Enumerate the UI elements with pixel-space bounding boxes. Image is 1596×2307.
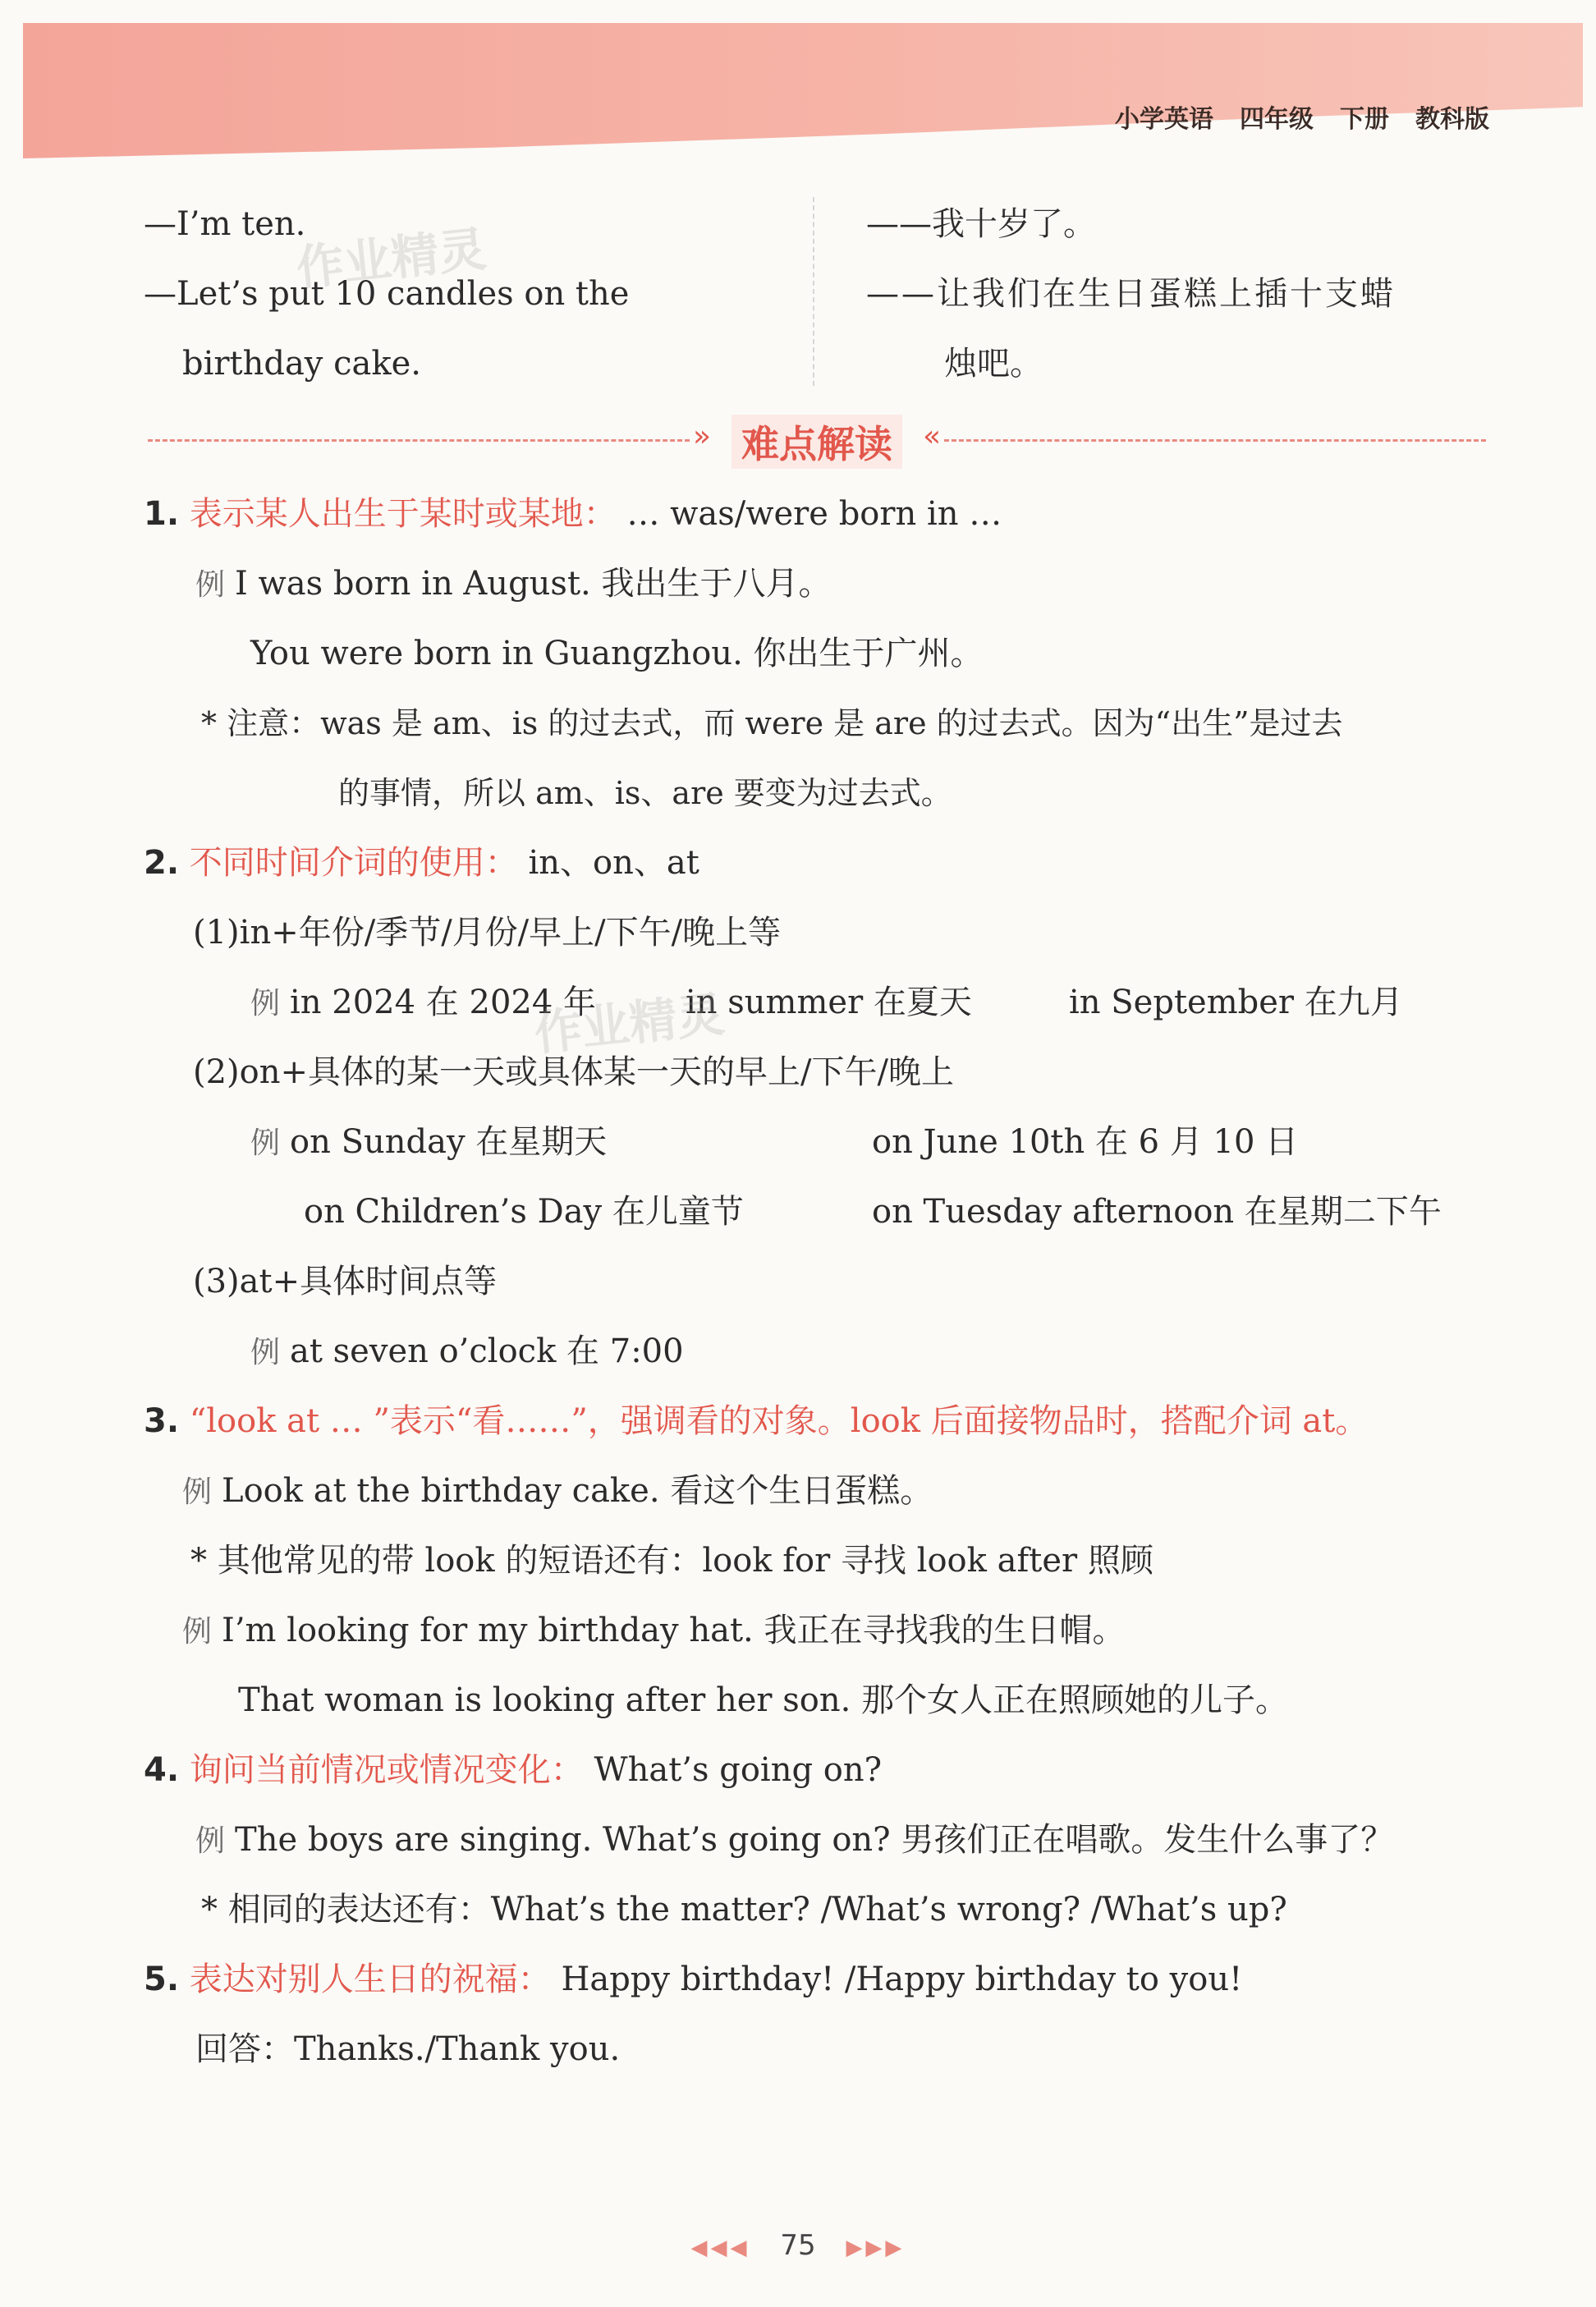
dialogue-divider [813, 197, 814, 386]
point-title: 表达对别人生日的祝福： [189, 1961, 551, 1998]
point-2-sub-2-example-a [250, 1119, 607, 1167]
dash-line-right [944, 439, 1486, 442]
point-2-heading [144, 840, 699, 886]
point-title: 表示某人出生于某时或某地： [189, 495, 617, 533]
point-3-example-2 [182, 1608, 1125, 1655]
double-chevron-right-icon: » [693, 420, 712, 453]
dialogue-en-2: —Let’s put 10 candles on the [144, 275, 630, 313]
section-title: 难点解读 [732, 415, 902, 469]
point-title: 询问当前情况或情况变化： [189, 1751, 584, 1789]
double-chevron-left-icon: « [922, 420, 941, 453]
watermark: 作业精灵 [293, 221, 489, 296]
example-mark: 例 [182, 1615, 213, 1649]
point-2-sub-3: (3)at+具体时间点等 [193, 1263, 498, 1300]
point-pattern: … was/were born in … [626, 495, 1002, 533]
point-2-sub-2-example-b: on June 10th 在 6 月 10 日 [872, 1123, 1299, 1161]
point-number: 3. [144, 1402, 180, 1440]
point-2-sub-1: (1)in+年份/季节/月份/早上/下午/晚上等 [193, 914, 782, 952]
point-4-note: * 相同的表达还有：What’s the matter? /What’s wrong? /What’s up? [201, 1891, 1287, 1929]
point-2-sub-2-example-c: on Children’s Day 在儿童节 [304, 1193, 744, 1231]
dialogue-zh-2: ——让我们在生日蛋糕上插十支蜡 [866, 275, 1396, 313]
triple-arrow-right-icon: ▶▶▶ [846, 2236, 906, 2260]
grade-label: 四年级 [1240, 105, 1314, 134]
example-mark: 例 [195, 1824, 226, 1858]
page-number: 75 [780, 2229, 816, 2262]
point-3-heading [144, 1398, 1368, 1444]
page-footer [0, 2229, 1596, 2262]
point-1-example-2: You were born in Guangzhou. 你出生于广州。 [250, 635, 984, 672]
triple-arrow-left-icon: ◀◀◀ [690, 2236, 750, 2260]
point-2-sub-2: (2)on+具体的某一天或具体某一天的早上/下午/晚上 [193, 1053, 954, 1091]
example-text: I was born in August. 我出生于八月。 [235, 565, 832, 603]
dialogue-en-1: —I’m ten. [144, 205, 306, 243]
book-info [1115, 99, 1489, 135]
point-2-sub-2-example-d: on Tuesday afternoon 在星期二下午 [872, 1193, 1442, 1231]
edition-label: 教科版 [1415, 105, 1489, 134]
example-text: at seven o’clock 在 7:00 [290, 1332, 684, 1370]
point-2-sub-1-example-c: in September 在九月 [1069, 984, 1403, 1021]
point-pattern: in、on、at [528, 844, 699, 882]
point-4-example [195, 1817, 1393, 1864]
example-mark: 例 [195, 568, 226, 602]
volume-label: 下册 [1340, 105, 1389, 134]
section-header [148, 415, 1486, 464]
example-mark: 例 [250, 987, 281, 1020]
point-pattern: What’s going on? [594, 1751, 883, 1789]
point-4-heading [144, 1747, 882, 1793]
point-number: 1. [144, 495, 180, 533]
dialogue-zh-1: ——我十岁了。 [866, 205, 1096, 243]
example-mark: 例 [250, 1126, 281, 1160]
point-1-note-2: 的事情，所以 am、is、are 要变为过去式。 [338, 775, 952, 811]
watermark: 作业精灵 [531, 986, 727, 1062]
point-3-example-3: That woman is looking after her son. 那个女人正在照顾她的儿子。 [238, 1681, 1289, 1719]
header-band [23, 23, 1583, 158]
point-number: 5. [144, 1961, 180, 1998]
point-pattern: Happy birthday! /Happy birthday to you! [561, 1961, 1243, 1998]
example-text: The boys are singing. What’s going on? 男孩们正在唱歌。发生什么事了？ [235, 1821, 1394, 1859]
point-5-answer: 回答：Thanks./Thank you. [195, 2030, 621, 2068]
point-number: 4. [144, 1751, 180, 1789]
point-title: “look at … ”表示“看……”，强调看的对象。look 后面接物品时，搭配介词 at。 [189, 1402, 1369, 1440]
point-title: 不同时间介词的使用： [189, 844, 518, 882]
point-number: 2. [144, 844, 180, 882]
example-mark: 例 [250, 1336, 281, 1369]
dialogue-en-3: birthday cake. [182, 345, 421, 383]
dash-line-left [148, 439, 690, 442]
example-text: I’m looking for my birthday hat. 我正在寻找我的生日帽。 [222, 1612, 1126, 1649]
example-text: Look at the birthday cake. 看这个生日蛋糕。 [222, 1472, 933, 1510]
point-3-note: * 其他常见的带 look 的短语还有：look for 寻找 look after 照顾 [190, 1542, 1153, 1580]
example-mark: 例 [182, 1475, 213, 1509]
example-a: in 2024 在 2024 年 [290, 984, 597, 1021]
example-a: on Sunday 在星期天 [290, 1123, 608, 1161]
point-5-heading [144, 1956, 1242, 2002]
subject-label: 小学英语 [1115, 105, 1213, 134]
point-2-sub-3-example [250, 1328, 684, 1376]
point-1-note-1: * 注意：was 是 am、is 的过去式，而 were 是 are 的过去式。因为“出生”是过去 [201, 705, 1343, 741]
point-2-sub-1-example-b: in summer 在夏天 [686, 984, 972, 1021]
point-3-example-1 [182, 1468, 933, 1516]
point-1-heading [144, 491, 1002, 537]
dialogue-zh-3: 烛吧。 [944, 345, 1043, 383]
point-1-example-1 [195, 561, 831, 608]
